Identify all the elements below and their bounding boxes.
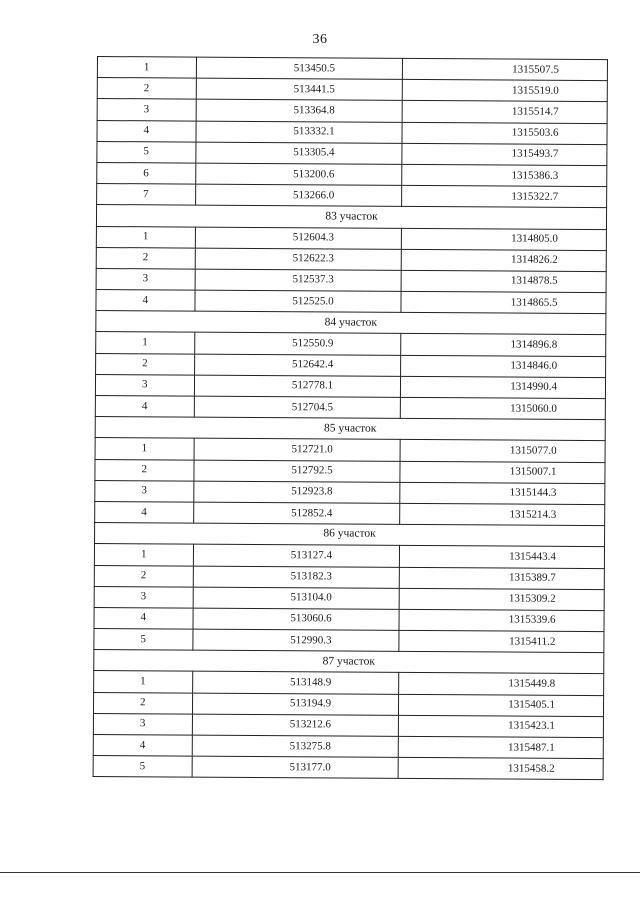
point-number-cell: 1 <box>94 544 193 566</box>
table-row <box>95 501 605 525</box>
x-coordinate-cell: 512778.1 <box>194 375 400 397</box>
point-number-cell: 1 <box>95 438 194 460</box>
x-coordinate-cell: 513212.6 <box>192 714 398 736</box>
x-coordinate-cell: 513148.9 <box>193 672 399 694</box>
point-number-cell: 4 <box>94 607 193 629</box>
y-coordinate-cell: 1315423.1 <box>398 715 603 737</box>
x-coordinate-cell: 513194.9 <box>192 693 398 715</box>
x-coordinate-cell: 512642.4 <box>195 354 401 376</box>
table-row <box>94 607 604 631</box>
point-number-cell: 3 <box>93 713 192 735</box>
x-coordinate-cell: 512550.9 <box>195 333 401 355</box>
x-coordinate-cell: 513104.0 <box>193 587 399 609</box>
point-number-cell: 5 <box>94 629 193 651</box>
table-row <box>95 480 605 504</box>
point-number-cell: 1 <box>97 57 196 79</box>
x-coordinate-cell: 512537.3 <box>195 269 401 291</box>
x-coordinate-cell: 512721.0 <box>194 438 400 460</box>
coordinates-table-container <box>93 56 607 780</box>
table-row <box>94 671 604 695</box>
point-number-cell: 1 <box>96 332 195 354</box>
y-coordinate-cell: 1315389.7 <box>399 567 604 589</box>
y-coordinate-cell: 1314878.5 <box>401 270 606 292</box>
x-coordinate-cell: 513332.1 <box>196 121 402 143</box>
table-row <box>95 438 605 462</box>
point-number-cell: 4 <box>97 120 196 142</box>
table-row <box>96 332 606 356</box>
x-coordinate-cell: 512525.0 <box>195 290 401 312</box>
y-coordinate-cell: 1315458.2 <box>398 758 603 780</box>
section-header-row <box>95 417 605 441</box>
x-coordinate-cell: 513060.6 <box>193 608 399 630</box>
coordinates-table-body <box>93 57 607 780</box>
y-coordinate-cell: 1315519.0 <box>402 80 607 102</box>
y-coordinate-cell: 1314896.8 <box>401 334 606 356</box>
point-number-cell: 7 <box>97 184 196 206</box>
x-coordinate-cell: 513177.0 <box>192 756 398 778</box>
point-number-cell: 5 <box>97 141 196 163</box>
point-number-cell: 2 <box>95 459 194 481</box>
table-row <box>97 99 607 123</box>
table-row <box>97 78 607 102</box>
table-row <box>93 713 603 737</box>
table-row <box>94 629 604 653</box>
point-number-cell: 2 <box>94 565 193 587</box>
x-coordinate-cell: 513450.5 <box>196 57 402 79</box>
y-coordinate-cell: 1315007.1 <box>400 461 605 483</box>
x-coordinate-cell: 512622.3 <box>195 248 401 270</box>
point-number-cell: 1 <box>96 226 195 248</box>
point-number-cell: 3 <box>95 480 194 502</box>
x-coordinate-cell: 513127.4 <box>193 544 399 566</box>
y-coordinate-cell: 1315503.6 <box>402 122 607 144</box>
x-coordinate-cell: 512604.3 <box>195 227 401 249</box>
y-coordinate-cell: 1314846.0 <box>401 355 606 377</box>
table-row <box>96 290 606 314</box>
y-coordinate-cell: 1315411.2 <box>399 630 604 652</box>
coordinates-table <box>93 56 608 780</box>
x-coordinate-cell: 512923.8 <box>194 481 400 503</box>
x-coordinate-cell: 513200.6 <box>196 163 402 185</box>
y-coordinate-cell: 1314805.0 <box>401 228 606 250</box>
point-number-cell: 2 <box>96 353 195 375</box>
y-coordinate-cell: 1315507.5 <box>402 58 607 80</box>
table-row <box>94 586 604 610</box>
x-coordinate-cell: 513182.3 <box>193 566 399 588</box>
section-title: 85 участок <box>95 417 605 441</box>
table-row <box>97 57 607 81</box>
point-number-cell: 4 <box>93 734 192 756</box>
bottom-rule <box>0 872 640 873</box>
table-row <box>96 268 606 292</box>
y-coordinate-cell: 1314865.5 <box>401 291 606 313</box>
y-coordinate-cell: 1315322.7 <box>402 185 607 207</box>
x-coordinate-cell: 512704.5 <box>194 396 400 418</box>
table-row <box>95 459 605 483</box>
y-coordinate-cell: 1315514.7 <box>402 101 607 123</box>
y-coordinate-cell: 1315077.0 <box>400 440 605 462</box>
y-coordinate-cell: 1315405.1 <box>398 694 603 716</box>
point-number-cell: 4 <box>95 501 194 523</box>
y-coordinate-cell: 1315214.3 <box>400 503 605 525</box>
section-header-row <box>96 311 606 335</box>
section-title: 87 участок <box>94 650 604 674</box>
point-number-cell: 4 <box>96 290 195 312</box>
x-coordinate-cell: 513364.8 <box>196 99 402 121</box>
y-coordinate-cell: 1315339.6 <box>399 609 604 631</box>
point-number-cell: 3 <box>97 99 196 121</box>
point-number-cell: 1 <box>94 671 193 693</box>
section-title: 83 участок <box>96 205 606 229</box>
point-number-cell: 6 <box>97 162 196 184</box>
y-coordinate-cell: 1315443.4 <box>399 546 604 568</box>
y-coordinate-cell: 1315060.0 <box>400 397 605 419</box>
table-row <box>94 565 604 589</box>
table-row <box>95 374 605 398</box>
y-coordinate-cell: 1315309.2 <box>399 588 604 610</box>
y-coordinate-cell: 1315386.3 <box>402 164 607 186</box>
y-coordinate-cell: 1315493.7 <box>402 143 607 165</box>
table-row <box>93 734 603 758</box>
x-coordinate-cell: 513275.8 <box>192 735 398 757</box>
table-row <box>97 120 607 144</box>
x-coordinate-cell: 512990.3 <box>193 629 399 651</box>
point-number-cell: 5 <box>93 756 192 778</box>
section-header-row <box>94 650 604 674</box>
point-number-cell: 3 <box>96 268 195 290</box>
table-row <box>93 756 603 780</box>
point-number-cell: 2 <box>93 692 192 714</box>
table-row <box>96 353 606 377</box>
x-coordinate-cell: 513441.5 <box>196 78 402 100</box>
x-coordinate-cell: 512852.4 <box>194 502 400 524</box>
x-coordinate-cell: 513266.0 <box>196 184 402 206</box>
y-coordinate-cell: 1314990.4 <box>400 376 605 398</box>
table-row <box>93 692 603 716</box>
table-row <box>94 544 604 568</box>
point-number-cell: 2 <box>96 247 195 269</box>
section-title: 86 участок <box>95 523 605 547</box>
y-coordinate-cell: 1315487.1 <box>398 736 603 758</box>
point-number-cell: 3 <box>95 374 194 396</box>
x-coordinate-cell: 512792.5 <box>194 460 400 482</box>
table-row <box>95 395 605 419</box>
y-coordinate-cell: 1315144.3 <box>400 482 605 504</box>
y-coordinate-cell: 1315449.8 <box>399 673 604 695</box>
page-number: 36 <box>312 32 328 47</box>
y-coordinate-cell: 1314826.2 <box>401 249 606 271</box>
point-number-cell: 4 <box>95 395 194 417</box>
section-title: 84 участок <box>96 311 606 335</box>
x-coordinate-cell: 513305.4 <box>196 142 402 164</box>
section-header-row <box>95 523 605 547</box>
point-number-cell: 3 <box>94 586 193 608</box>
point-number-cell: 2 <box>97 78 196 100</box>
